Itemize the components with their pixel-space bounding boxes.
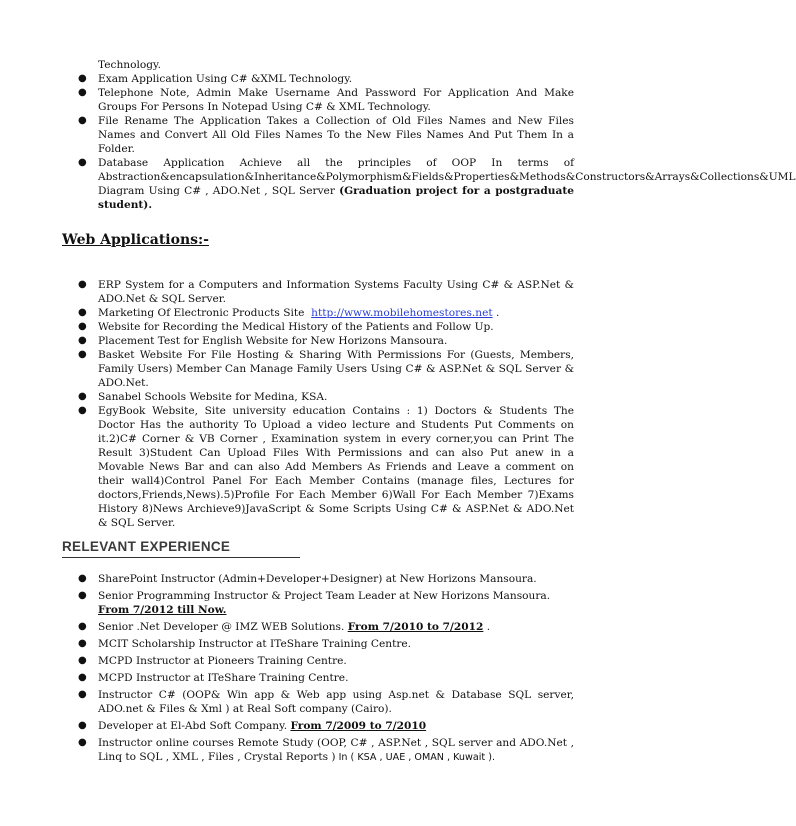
bullet-icon: ● [78,307,87,318]
heading-divider [62,557,300,558]
abd-date: From 7/2009 to 7/2010 [290,720,427,732]
list-item: ● Telephone Note, Admin Make Username And Password For Application And Make Groups For Persons In Notepad Using C# & XML Technology. [78,87,574,113]
bullet-icon: ● [78,349,87,360]
experience-list [68,572,574,765]
bullet-icon: ● [78,720,87,731]
list-item: ● MCIT Scholarship Instructor at ITeShare Training Centre. [78,638,412,650]
list-item: ● Developer at El-Abd Soft Company. From 7/2009 to 7/2010 [78,720,427,732]
list-item: ● Senior .Net Developer @ IMZ WEB Solutions. From 7/2010 to 7/2012 . [78,621,491,633]
list-item: ● EgyBook Website, Site university education Contains : 1) Doctors & Students The Doctor Has the authority To Upload a video lecture and Students Put Comments on it.2)C# Corner & VB Corner , Examination system in every corner,you can Print The Result 3)Student Can Upload Files With Permissions and can also Put anew in a Movable News Bar and can also Add Members As Friends and Leave a comment on their wall4)Control Panel For Each Member Contains (manage files, Lectures for doctors,Friends,News).5)Profile For Each Member 6)Wall For Each Member 7)Exams History 8)News Archieve9)JavaScript & Some Scripts Using C# & ASP.Net & ADO.Net & SQL Server. [78,405,574,529]
graduation-note: (Graduation project for a postgraduate student). [98,185,574,211]
bullet-icon: ● [78,638,87,649]
projects-list [68,72,796,212]
list-item: ● Database Application Achieve all the principles of OOP In terms of Abstraction&encapsulation&Inheritance&Polymorphism&Fields&Properties&Methods&Constructors&Arrays&Collections&UML Diagram Using C# , ADO.Net , SQL Server (Graduation project for a postgraduate student). [78,157,796,211]
list-item: ● MCPD Instructor at ITeShare Training Centre. [78,672,349,684]
list-item: ● Instructor online courses Remote Study (OOP, C# , ASP.Net , SQL server and ADO.Net , Linq to SQL , XML , Files , Crystal Reports ) In ( KSA , UAE , OMAN , Kuwait ). [78,737,574,763]
bullet-icon: ● [78,115,87,126]
list-item: ● Senior Programming Instructor & Project Team Leader at New Horizons Mansoura. From 7/2012 till Now. [78,590,551,616]
list-item: ● Placement Test for English Website for New Horizons Mansoura. [78,335,448,347]
bullet-icon: ● [78,621,87,632]
bullet-icon: ● [78,335,87,346]
bullet-icon: ● [78,655,87,666]
bullet-icon: ● [78,73,87,84]
bullet-icon: ● [78,321,87,332]
senior-date: From 7/2012 till Now. [98,604,227,616]
bullet-icon: ● [78,573,87,584]
bullet-icon: ● [78,279,87,290]
list-item: ● Website for Recording the Medical History of the Patients and Follow Up. [78,321,494,333]
marketing-site-link[interactable]: http://www.mobilehomestores.net [311,307,493,319]
web-apps-list [68,278,574,530]
list-item: ● File Rename The Application Takes a Collection of Old Files Names and New Files Names and Convert All Old Files Names To the New Files Names And Put Them In a Folder. [78,115,574,155]
list-item: ● Instructor C# (OOP& Win app & Web app using Asp.net & Database SQL server, ADO.net & Files & Xml ) at Real Soft company (Cairo). [78,689,574,715]
list-item: ● ERP System for a Computers and Information Systems Faculty Using C# & ASP.Net & ADO.Net & SQL Server. [78,279,574,305]
relevant-experience-heading: RELEVANT EXPERIENCE [62,539,231,554]
web-applications-heading: Web Applications:- [62,232,209,248]
bullet-icon: ● [78,590,87,601]
continuation-text: Technology. [98,59,161,71]
bullet-icon: ● [78,157,87,168]
bullet-icon: ● [78,689,87,700]
list-item: ● Sanabel Schools Website for Medina, KSA. [78,391,328,403]
list-item: ● SharePoint Instructor (Admin+Developer+Designer) at New Horizons Mansoura. [78,573,537,585]
list-item: ● Marketing Of Electronic Products Site http://www.mobilehomestores.net . [78,307,500,319]
list-item: ● MCPD Instructor at Pioneers Training Centre. [78,655,347,667]
bullet-icon: ● [78,87,87,98]
bullet-icon: ● [78,405,87,416]
list-item: ● Basket Website For File Hosting & Sharing With Permissions For (Guests, Members, Family Users) Member Can Manage Family Users Using C# & ASP.Net & SQL Server & ADO.Net. [78,349,574,389]
bullet-icon: ● [78,391,87,402]
bullet-icon: ● [78,737,87,748]
list-item: ● Exam Application Using C# &XML Technology. [78,73,353,85]
bullet-icon: ● [78,672,87,683]
senior-dev-date: From 7/2010 to 7/2012 [347,621,484,633]
